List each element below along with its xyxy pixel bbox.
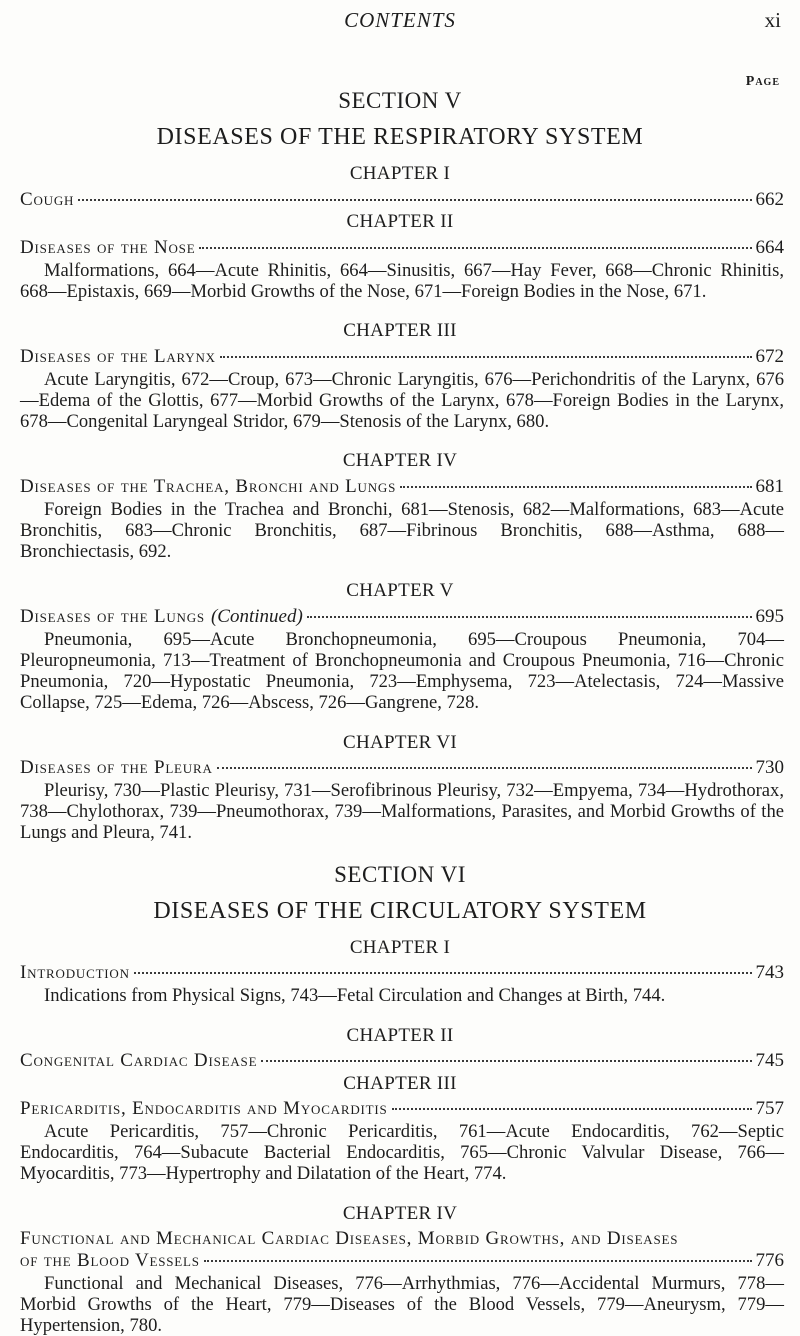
entry-title: Diseases of the Nose (20, 236, 196, 258)
entry-title: Cough (20, 188, 75, 210)
chapter-heading: CHAPTER II (346, 1024, 454, 1046)
chapter-heading: CHAPTER III (343, 1072, 457, 1094)
toc-entry (20, 476, 784, 498)
entry-page: 664 (755, 236, 784, 258)
entry-page: 776 (755, 1250, 784, 1272)
dot-leader (199, 247, 751, 249)
entry-subtopics: Indications from Physical Signs, 743—Fetal Circulation and Changes at Birth, 744. (44, 984, 666, 1006)
folio-number: xi (764, 8, 781, 32)
dot-leader (217, 767, 752, 769)
toc-entry (20, 189, 784, 211)
dot-leader (220, 356, 752, 358)
dot-leader (134, 972, 752, 974)
entry-subtopics: Malformations, 664—Acute Rhinitis, 664—Sinusitis, 667—Hay Fever, 668—Chronic Rhinitis, 668—Epistaxis, 669—Morbid Growths of the Nose, 671—Foreign Bodies in the Nose, 671. (20, 259, 784, 302)
toc-entry (20, 237, 784, 259)
toc-entry (20, 606, 784, 628)
entry-title: Introduction (20, 962, 130, 984)
chapter-heading: CHAPTER IV (342, 1202, 458, 1224)
entry-page: 730 (755, 756, 784, 778)
section-title: SECTION VI (334, 861, 466, 887)
entry-page: 681 (755, 475, 784, 497)
entry-title: Diseases of the Trachea, Bronchi and Lungs (20, 475, 397, 497)
dot-leader (392, 1108, 752, 1110)
part-title: DISEASES OF THE RESPIRATORY SYSTEM (156, 124, 644, 151)
entry-title: Pericarditis, Endocarditis and Myocarditis (20, 1098, 388, 1120)
toc-entry (20, 1250, 784, 1272)
dot-leader (400, 486, 751, 488)
entry-page: 695 (755, 605, 784, 627)
entry-page: 745 (755, 1050, 784, 1072)
toc-entry (20, 962, 784, 984)
toc-entry (20, 1098, 784, 1120)
section-title: SECTION V (338, 88, 462, 113)
toc-entry (20, 757, 784, 779)
entry-subtopics: Foreign Bodies in the Trachea and Bronchi, 681—Stenosis, 682—Malformations, 683—Acute Bronchitis, 683—Chronic Bronchitis, 687—Fibrinous Bronchitis, 688—Asthma, 688—Bronchiectasis, 692. (20, 498, 784, 562)
dot-leader (204, 1260, 752, 1262)
entry-page: 757 (755, 1098, 784, 1120)
entry-page: 743 (755, 962, 784, 984)
entry-title-continued: of the Blood Vessels (20, 1250, 200, 1272)
page-column-label: Page (745, 74, 780, 89)
toc-entry (20, 346, 784, 368)
entry-subtopics: Acute Pericarditis, 757—Chronic Pericarditis, 761—Acute Endocarditis, 762—Septic Endocarditis, 764—Subacute Bacterial Endocarditis, 765—Chronic Valvular Disease, 766—Myocarditis, 773—Hypertrophy and Dilatation of the Heart, 774. (20, 1121, 784, 1185)
chapter-heading: CHAPTER VI (342, 731, 458, 753)
chapter-heading: CHAPTER III (343, 320, 457, 342)
entry-title: Diseases of the Pleura (20, 756, 213, 778)
dot-leader (261, 1060, 751, 1062)
entry-subtopics: Pneumonia, 695—Acute Bronchopneumonia, 695—Croupous Pneumonia, 704—Pleuropneumonia, 713—Treatment of Bronchopneumonia and Croupous Pneumonia, 716—Chronic Pneumonia, 720—Hypostatic Pneumonia, 723—Emphysema, 723—Atelectasis, 724—Massive Collapse, 725—Edema, 726—Abscess, 726—Gangrene, 728. (20, 628, 784, 713)
dot-leader (78, 199, 751, 201)
entry-page: 662 (755, 188, 784, 210)
chapter-heading: CHAPTER I (349, 163, 451, 185)
running-head: CONTENTS (344, 8, 456, 32)
entry-subtopics: Functional and Mechanical Diseases, 776—Arrhythmias, 776—Accidental Murmurs, 778—Morbid Growths of the Heart, 779—Diseases of the Blood Vessels, 779—Aneurysm, 779—Hypertension, 780. (20, 1273, 784, 1336)
toc-entry (20, 1050, 784, 1072)
chapter-heading: CHAPTER II (346, 211, 454, 233)
part-title: DISEASES OF THE CIRCULATORY SYSTEM (153, 897, 647, 924)
entry-subtopics: Acute Laryngitis, 672—Croup, 673—Chronic Laryngitis, 676—Perichondritis of the Larynx, 676—Edema of the Glottis, 677—Morbid Growths of the Larynx, 678—Foreign Bodies in the Larynx, 678—Congenital Laryngeal Stridor, 679—Stenosis of the Larynx, 680. (20, 368, 784, 432)
entry-subtopics: Pleurisy, 730—Plastic Pleurisy, 731—Serofibrinous Pleurisy, 732—Empyema, 734—Hydrothorax, 738—Chylothorax, 739—Pneumothorax, 739—Malformations, Parasites, and Morbid Growths of the Lungs and Pleura, 741. (20, 779, 784, 843)
entry-title: Diseases of the Larynx (20, 345, 216, 367)
chapter-heading: CHAPTER I (349, 936, 451, 958)
entry-continued: (Continued) (210, 605, 303, 627)
chapter-heading: CHAPTER IV (342, 450, 458, 472)
entry-title: Functional and Mechanical Cardiac Diseases, Morbid Growths, and Diseases (20, 1228, 679, 1250)
dot-leader (307, 616, 752, 618)
entry-title: Diseases of the Lungs (20, 605, 205, 627)
entry-page: 672 (755, 345, 784, 367)
entry-title: Congenital Cardiac Disease (20, 1050, 258, 1072)
chapter-heading: CHAPTER V (346, 580, 454, 602)
